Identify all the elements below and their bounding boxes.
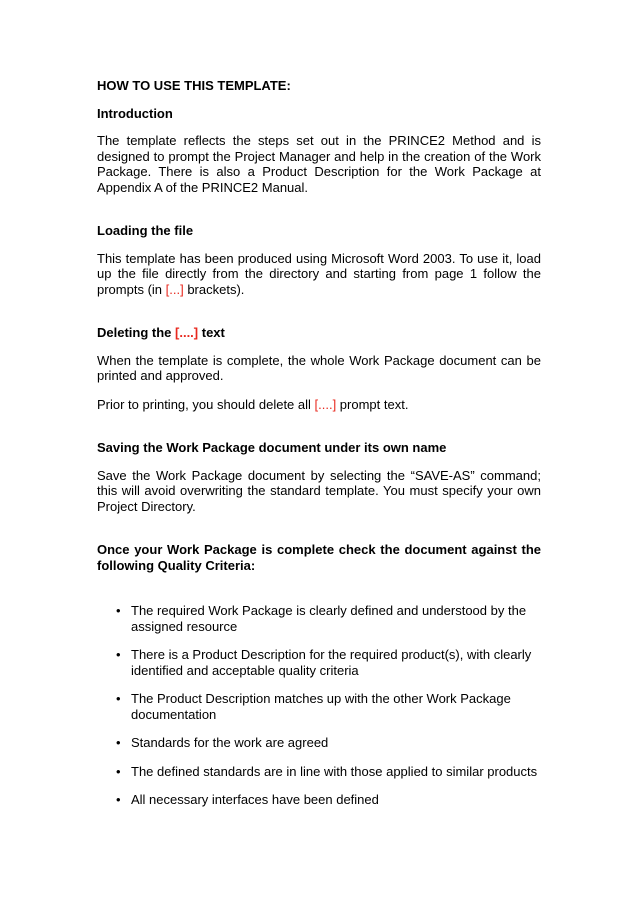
loading-text — [97, 251, 541, 298]
bullet-icon: • — [116, 603, 121, 618]
deleting-text-prompt — [97, 397, 541, 413]
list-item — [97, 764, 541, 780]
loading-text-after: brackets). — [183, 281, 245, 297]
bullet-icon: • — [116, 792, 121, 807]
list-item — [97, 735, 541, 751]
deleting-text-approval: When the template is complete, the whole Work Package document can be printed and approved. — [97, 352, 541, 383]
list-item-text: The Product Description matches up with the other Work Package documentation — [131, 691, 511, 722]
saving-heading: Saving the Work Package document under its own name — [97, 440, 447, 455]
list-item — [97, 603, 541, 634]
deleting-heading-before: Deleting the — [97, 325, 176, 340]
saving-text: Save the Work Package document by selecting the “SAVE-AS” command; this will avoid overwriting the standard template. You must specify your own Project Directory. — [97, 467, 541, 514]
introduction-text: The template reflects the steps set out in the PRINCE2 Method and is designed to prompt the Project Manager and help in the creation of the Work Package. There is also a Product Description for the Work Package at Appendix A of the PRINCE2 Manual. — [97, 133, 541, 195]
deleting-heading-after: text — [198, 325, 225, 340]
deleting-heading-marker: [....] — [175, 325, 199, 340]
bullet-icon: • — [116, 735, 121, 750]
page-title: HOW TO USE THIS TEMPLATE: — [97, 78, 291, 93]
loading-heading: Loading the file — [97, 223, 194, 238]
deleting-text-marker: [....] — [314, 396, 337, 412]
document-page — [97, 78, 541, 821]
deleting-text-after: prompt text. — [336, 396, 409, 412]
loading-text-before: This template has been produced using Microsoft Word 2003. To use it, load up the file directly from the directory and starting from page 1 follow the prompts (in — [97, 250, 541, 297]
bullet-icon: • — [116, 691, 121, 706]
list-item-text: The defined standards are in line with those applied to similar products — [131, 763, 538, 779]
list-item — [97, 792, 541, 808]
deleting-heading — [97, 325, 541, 341]
list-item-text: There is a Product Description for the required product(s), with clearly identified and acceptable quality criteria — [131, 647, 532, 678]
prompt-marker: [...] — [165, 281, 184, 297]
bullet-icon: • — [116, 647, 121, 662]
list-item-text: Standards for the work are agreed — [131, 735, 329, 750]
bullet-icon: • — [116, 763, 121, 779]
quality-criteria-list — [97, 603, 541, 808]
list-item-text: The required Work Package is clearly defined and understood by the assigned resource — [131, 603, 527, 634]
list-item — [97, 691, 541, 722]
list-item — [97, 647, 541, 678]
quality-heading: Once your Work Package is complete check the document against the following Quality Criteria: — [97, 542, 541, 573]
list-item-text: All necessary interfaces have been defined — [131, 792, 379, 807]
deleting-text-before: Prior to printing, you should delete all — [97, 396, 315, 412]
introduction-heading: Introduction — [97, 105, 173, 121]
